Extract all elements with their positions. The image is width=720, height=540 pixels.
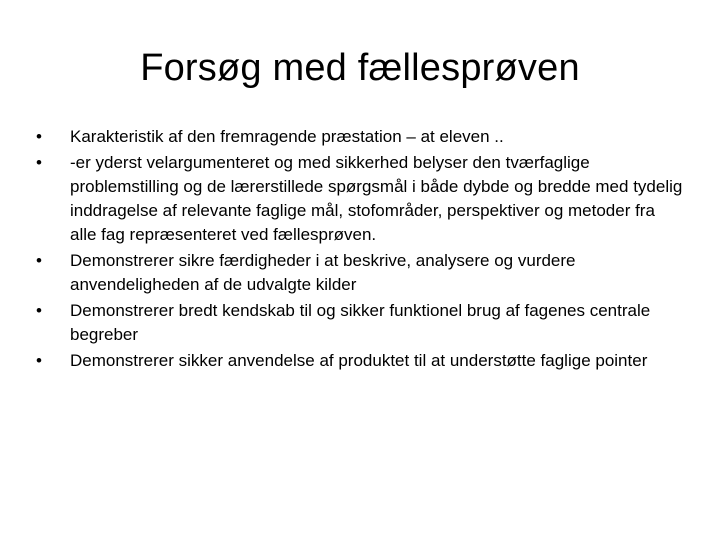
- bullet-icon: •: [36, 127, 42, 146]
- bullet-icon: •: [36, 251, 42, 270]
- bullet-list: [36, 125, 686, 375]
- bullet-text: Demonstrerer sikker anvendelse af produktet til at understøtte faglige pointer: [70, 351, 648, 370]
- bullet-text: Demonstrerer bredt kendskab til og sikker funktionel brug af fagenes centrale begreber: [70, 301, 651, 344]
- bullet-text: Demonstrerer sikre færdigheder i at beskrive, analysere og vurdere anvendeligheden af de udvalgte kilder: [70, 251, 576, 294]
- bullet-item-4: [36, 299, 686, 347]
- bullet-text: Karakteristik af den fremragende præstation – at eleven ..: [70, 127, 504, 146]
- bullet-icon: •: [36, 351, 42, 370]
- bullet-item-5: [36, 349, 686, 373]
- bullet-item-3: [36, 249, 686, 297]
- bullet-icon: •: [36, 153, 42, 172]
- bullet-icon: •: [36, 301, 42, 320]
- bullet-item-2: [36, 151, 686, 247]
- slide-title: Forsøg med fællesprøven: [140, 47, 580, 89]
- bullet-item-1: [36, 125, 686, 149]
- bullet-text: -er yderst velargumenteret og med sikkerhed belyser den tværfaglige problemstilling og de lærerstillede spørgsmål i både dybde og bredde med tydelig inddragelse af relevante faglige mål, stofområder, perspektiver og metoder fra alle fag repræsenteret ved fællesprøven.: [70, 153, 683, 244]
